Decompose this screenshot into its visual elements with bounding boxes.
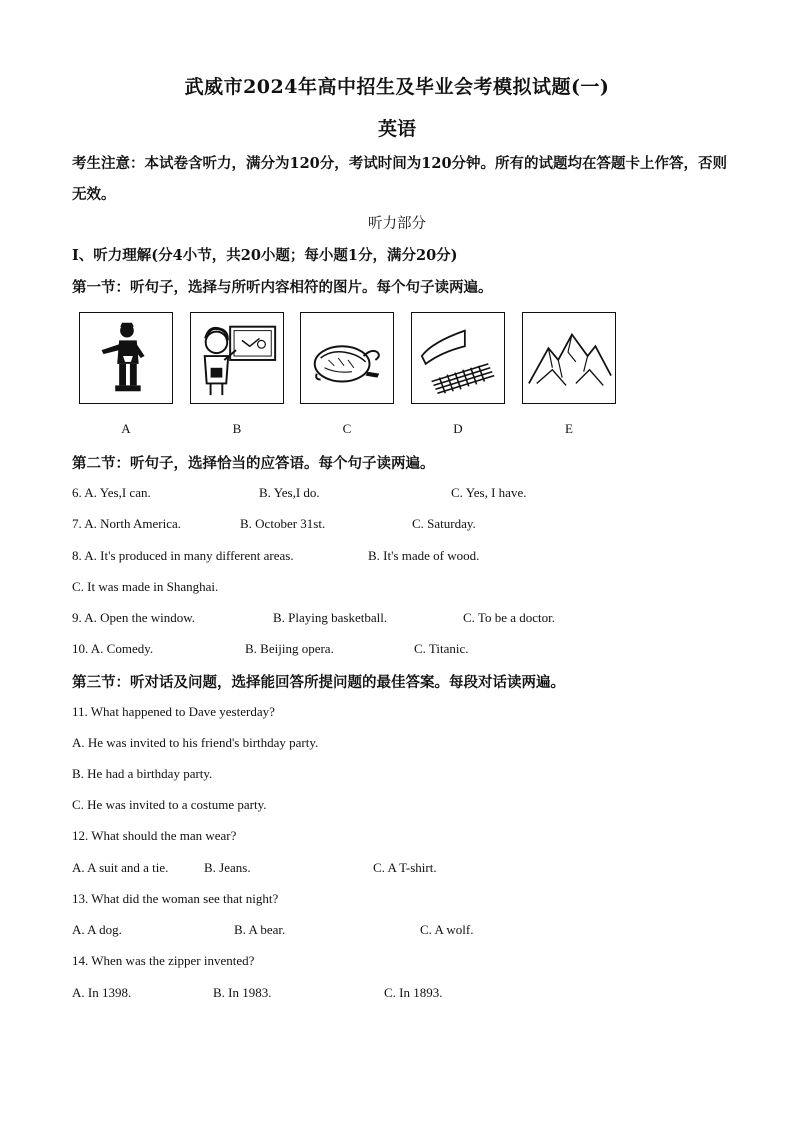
q9-option-b: B. Playing basketball.	[273, 610, 388, 625]
exam-notice: 考生注意：本试卷含听力，满分为120分，考试时间为120分钟。所有的试题均在答题卡上作答，否则无效。	[72, 155, 728, 203]
q7-option-b: B. October 31st.	[240, 516, 326, 531]
q10-option-b: B. Beijing opera.	[245, 641, 334, 656]
picture-a	[79, 312, 173, 404]
picture-d	[411, 312, 505, 404]
q11-option-c: C. He was invited to a costume party.	[72, 797, 267, 812]
warrior-figure-icon	[80, 313, 172, 403]
roast-duck-icon	[301, 313, 393, 403]
picture-e	[522, 312, 616, 404]
listening-part-heading: 听力部分	[368, 216, 426, 232]
section3-heading: 第三节：听对话及问题，选择能回答所提问题的最佳答案。每段对话读两遍。	[72, 674, 565, 691]
q11-option-b: B. He had a birthday party.	[72, 766, 213, 781]
q13-option-a: A. A dog.	[72, 922, 122, 937]
picture-b	[190, 312, 284, 404]
q14-option-c: C. In 1893.	[384, 985, 443, 1000]
subject-title: 英语	[377, 118, 416, 140]
q12-option-a: A. A suit and a tie.	[72, 860, 169, 875]
terracotta-army-icon	[412, 313, 504, 403]
q6-option-c: C. Yes, I have.	[451, 485, 527, 500]
q13-question: 13. What did the woman see that night?	[72, 891, 279, 906]
q14-option-b: B. In 1983.	[213, 985, 272, 1000]
part1-heading: Ⅰ、听力理解(分4小节，共20小题；每小题1分，满分20分)	[72, 247, 458, 264]
q9-option-a: 9. A. Open the window.	[72, 610, 196, 625]
section2-heading: 第二节：听句子，选择恰当的应答语。每个句子读两遍。	[72, 455, 435, 472]
q12-question: 12. What should the man wear?	[72, 828, 237, 843]
q14-question: 14. When was the zipper invented?	[72, 953, 255, 968]
picture-label-b: B	[232, 421, 242, 436]
q11-option-a: A. He was invited to his friend's birthday party.	[72, 735, 319, 750]
q10-option-a: 10. A. Comedy.	[72, 641, 154, 656]
section1-heading: 第一节：听句子，选择与所听内容相符的图片。每个句子读两遍。	[72, 279, 493, 296]
q12-option-c: C. A T-shirt.	[373, 860, 437, 875]
picture-c	[300, 312, 394, 404]
picture-label-c: C	[342, 421, 352, 436]
q11-question: 11. What happened to Dave yesterday?	[72, 704, 275, 719]
q8-option-b: B. It's made of wood.	[368, 548, 480, 563]
mountains-icon	[523, 313, 615, 403]
picture-label-d: D	[453, 421, 463, 436]
q6-option-a: 6. A. Yes,I can.	[72, 485, 151, 500]
q13-option-b: B. A bear.	[234, 922, 286, 937]
picture-label-e: E	[565, 421, 573, 436]
q12-option-b: B. Jeans.	[204, 860, 251, 875]
exam-title: 武威市2024年高中招生及毕业会考模拟试题(一)	[184, 76, 610, 98]
q9-option-c: C. To be a doctor.	[463, 610, 556, 625]
q8-option-a: 8. A. It's produced in many different areas.	[72, 548, 294, 563]
q8-option-c: C. It was made in Shanghai.	[72, 579, 219, 594]
teacher-at-board-icon	[191, 313, 283, 403]
q13-option-c: C. A wolf.	[420, 922, 474, 937]
q10-option-c: C. Titanic.	[414, 641, 469, 656]
q7-option-a: 7. A. North America.	[72, 516, 182, 531]
q7-option-c: C. Saturday.	[412, 516, 476, 531]
picture-label-a: A	[121, 421, 131, 436]
q6-option-b: B. Yes,I do.	[259, 485, 320, 500]
q14-option-a: A. In 1398.	[72, 985, 132, 1000]
